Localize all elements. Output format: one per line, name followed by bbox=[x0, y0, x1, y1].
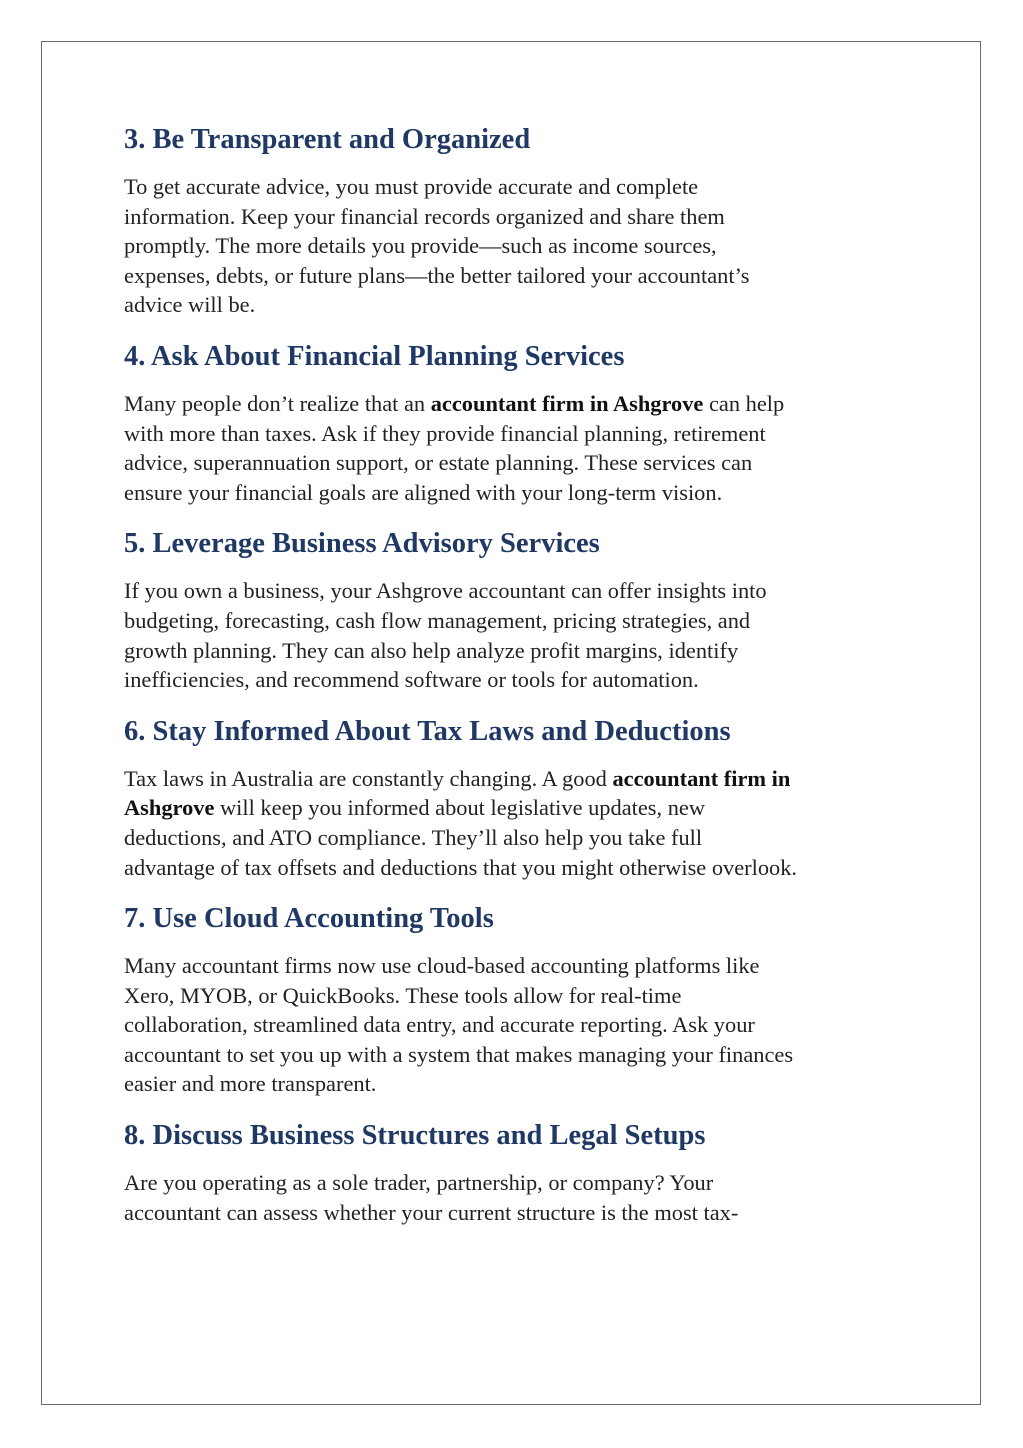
section bbox=[124, 337, 914, 507]
text-run: deductions, and ATO compliance. They’ll also help you take full bbox=[124, 824, 703, 850]
text-run: inefficiencies, and recommend software or tools for automation. bbox=[124, 667, 699, 693]
text-run: Many people don’t realize that an bbox=[124, 390, 431, 416]
text-run: expenses, debts, or future plans—the better tailored your accountant’s bbox=[124, 262, 750, 288]
text-run: will keep you informed about legislative updates, new bbox=[214, 795, 706, 821]
text-run: If you own a business, your Ashgrove accountant can offer insights into bbox=[124, 578, 767, 604]
text-run: budgeting, forecasting, cash flow management, pricing strategies, and bbox=[124, 607, 751, 633]
text-run: information. Keep your financial records organized and share them bbox=[124, 203, 725, 229]
bold-keyword: Ashgrove bbox=[124, 795, 215, 821]
text-run: Many accountant firms now use cloud-based accounting platforms like bbox=[124, 953, 760, 979]
text-run: growth planning. They can also help analyze profit margins, identify bbox=[124, 637, 739, 663]
paragraph-line bbox=[124, 981, 914, 1011]
section-heading: 8. Discuss Business Structures and Legal Setups bbox=[124, 1120, 706, 1152]
paragraph-line bbox=[124, 1040, 914, 1070]
section-paragraph bbox=[124, 172, 914, 320]
text-run: advice will be. bbox=[124, 292, 256, 318]
text-run: with more than taxes. Ask if they provide financial planning, retirement bbox=[124, 420, 766, 446]
paragraph-line bbox=[124, 1069, 914, 1099]
text-run: promptly. The more details you provide—such as income sources, bbox=[124, 233, 717, 259]
bold-keyword: accountant firm in Ashgrove bbox=[430, 390, 704, 416]
section bbox=[124, 1116, 914, 1227]
paragraph-line bbox=[124, 389, 914, 419]
paragraph-line bbox=[124, 793, 914, 823]
paragraph-line bbox=[124, 764, 914, 794]
paragraph-line bbox=[124, 823, 914, 853]
text-run: ensure your financial goals are aligned with your long-term vision. bbox=[124, 479, 723, 505]
section bbox=[124, 524, 914, 694]
section-paragraph bbox=[124, 951, 914, 1099]
section-paragraph bbox=[124, 576, 914, 694]
paragraph-line bbox=[124, 606, 914, 636]
paragraph-line bbox=[124, 261, 914, 291]
section-heading: 3. Be Transparent and Organized bbox=[124, 124, 531, 155]
paragraph-line bbox=[124, 231, 914, 261]
paragraph-line bbox=[124, 478, 914, 508]
text-run: collaboration, streamlined data entry, and accurate reporting. Ask your bbox=[124, 1012, 755, 1038]
text-run: Xero, MYOB, or QuickBooks. These tools allow for real-time bbox=[124, 982, 682, 1008]
paragraph-line bbox=[124, 202, 914, 232]
text-run: advice, superannuation support, or estate planning. These services can bbox=[124, 450, 753, 476]
paragraph-line bbox=[124, 1168, 914, 1198]
paragraph-line bbox=[124, 172, 914, 202]
section-paragraph bbox=[124, 764, 914, 882]
section bbox=[124, 120, 914, 320]
paragraph-line bbox=[124, 636, 914, 666]
text-run: Are you operating as a sole trader, partnership, or company? Your bbox=[124, 1170, 714, 1196]
paragraph-line bbox=[124, 290, 914, 320]
bold-keyword: accountant firm in bbox=[612, 765, 791, 791]
text-run: accountant can assess whether your current structure is the most tax- bbox=[124, 1199, 739, 1225]
paragraph-line bbox=[124, 1198, 914, 1228]
section-heading: 5. Leverage Business Advisory Services bbox=[124, 528, 600, 560]
paragraph-line bbox=[124, 419, 914, 449]
section-heading: 6. Stay Informed About Tax Laws and Deductions bbox=[124, 715, 731, 747]
paragraph-line bbox=[124, 1010, 914, 1040]
paragraph-line bbox=[124, 576, 914, 606]
paragraph-line bbox=[124, 448, 914, 478]
paragraph-line bbox=[124, 665, 914, 695]
text-run: Tax laws in Australia are constantly changing. A good bbox=[124, 765, 613, 791]
text-run: accountant to set you up with a system that makes managing your finances bbox=[124, 1041, 794, 1067]
document-body bbox=[124, 120, 914, 1244]
paragraph-line bbox=[124, 951, 914, 981]
text-run: can help bbox=[703, 390, 785, 416]
text-run: easier and more transparent. bbox=[124, 1071, 377, 1097]
section-heading: 4. Ask About Financial Planning Services bbox=[124, 340, 625, 372]
text-run: To get accurate advice, you must provide accurate and complete bbox=[124, 174, 699, 199]
text-run: advantage of tax offsets and deductions that you might otherwise overlook. bbox=[124, 854, 798, 880]
section-paragraph bbox=[124, 1168, 914, 1227]
section bbox=[124, 712, 914, 882]
section bbox=[124, 899, 914, 1099]
section-heading: 7. Use Cloud Accounting Tools bbox=[124, 903, 494, 935]
paragraph-line bbox=[124, 853, 914, 883]
section-paragraph bbox=[124, 389, 914, 507]
